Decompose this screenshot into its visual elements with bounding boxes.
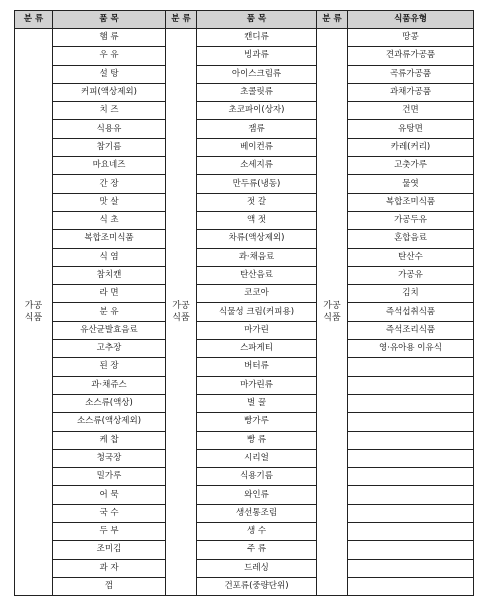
item-cell: 탄산수 (348, 248, 474, 266)
table-row (15, 504, 474, 522)
item-cell: 즉석섭취식품 (348, 303, 474, 321)
table-row (15, 559, 474, 577)
item-cell: 어 묵 (53, 486, 166, 504)
item-cell: 과·채음료 (197, 248, 317, 266)
item-cell: 영·유아용 이유식 (348, 340, 474, 358)
item-cell: 라 면 (53, 285, 166, 303)
table-row (15, 83, 474, 101)
item-cell: 껌 (53, 577, 166, 595)
item-cell: 커피(액상제외) (53, 83, 166, 101)
item-cell: 마가린류 (197, 376, 317, 394)
item-cell: 조미김 (53, 541, 166, 559)
item-cell: 드레싱 (197, 559, 317, 577)
item-cell: 코코아 (197, 285, 317, 303)
item-cell: 주 류 (197, 541, 317, 559)
table-row (15, 102, 474, 120)
table-row (15, 413, 474, 431)
item-cell (348, 486, 474, 504)
table-row (15, 230, 474, 248)
item-cell: 김치 (348, 285, 474, 303)
item-cell: 빵 류 (197, 431, 317, 449)
table-row (15, 468, 474, 486)
item-cell: 소스류(액상제외) (53, 413, 166, 431)
header-row (15, 11, 474, 29)
item-cell: 국 수 (53, 504, 166, 522)
header-category-3: 분 류 (317, 11, 348, 29)
item-cell: 청국장 (53, 449, 166, 467)
item-cell: 카레(커리) (348, 138, 474, 156)
item-cell: 과 자 (53, 559, 166, 577)
item-cell: 소세지류 (197, 157, 317, 175)
item-cell (348, 468, 474, 486)
item-cell: 복합조미식품 (348, 193, 474, 211)
item-cell: 캔디류 (197, 29, 317, 47)
table-row (15, 303, 474, 321)
item-cell: 우 유 (53, 47, 166, 65)
table-row (15, 248, 474, 266)
table-row (15, 376, 474, 394)
table-row (15, 175, 474, 193)
item-cell: 과·채쥬스 (53, 376, 166, 394)
item-cell: 견과류가공품 (348, 47, 474, 65)
header-food-type: 식품유형 (348, 11, 474, 29)
item-cell: 건포류(중량단위) (197, 577, 317, 595)
table-row (15, 523, 474, 541)
item-cell: 빙과류 (197, 47, 317, 65)
item-cell (348, 523, 474, 541)
table-row (15, 358, 474, 376)
item-cell: 액 젓 (197, 211, 317, 229)
item-cell: 건면 (348, 102, 474, 120)
item-cell: 치 즈 (53, 102, 166, 120)
item-cell: 스파게티 (197, 340, 317, 358)
item-cell: 유탕면 (348, 120, 474, 138)
item-cell: 만두류(냉동) (197, 175, 317, 193)
item-cell: 생 수 (197, 523, 317, 541)
table-row (15, 340, 474, 358)
item-cell: 곡류가공품 (348, 65, 474, 83)
item-cell: 밀가루 (53, 468, 166, 486)
item-cell: 차류(액상제외) (197, 230, 317, 248)
table-row (15, 449, 474, 467)
item-cell: 가공두유 (348, 211, 474, 229)
table-row (15, 321, 474, 339)
table-row (15, 120, 474, 138)
item-cell: 된 장 (53, 358, 166, 376)
table-row (15, 486, 474, 504)
item-cell (348, 394, 474, 412)
table-row (15, 29, 474, 47)
header-category-2: 분 류 (166, 11, 197, 29)
header-category-1: 분 류 (15, 11, 53, 29)
table-row (15, 266, 474, 284)
table-row (15, 285, 474, 303)
table-row (15, 541, 474, 559)
item-cell: 유산균발효음료 (53, 321, 166, 339)
header-item-1: 품 목 (53, 11, 166, 29)
table-row (15, 431, 474, 449)
item-cell: 땅콩 (348, 29, 474, 47)
item-cell: 아이스크림류 (197, 65, 317, 83)
item-cell: 와인류 (197, 486, 317, 504)
table-row (15, 138, 474, 156)
table-row (15, 65, 474, 83)
table-body (15, 29, 474, 596)
item-cell: 식물성 크림(커피용) (197, 303, 317, 321)
item-cell: 혼합음료 (348, 230, 474, 248)
item-cell: 물엿 (348, 175, 474, 193)
item-cell: 생선통조림 (197, 504, 317, 522)
item-cell: 고추장 (53, 340, 166, 358)
item-cell: 초콜릿류 (197, 83, 317, 101)
item-cell: 벌 꿀 (197, 394, 317, 412)
item-cell (348, 413, 474, 431)
item-cell: 식 초 (53, 211, 166, 229)
category-cell-3: 가공 식품 (317, 29, 348, 596)
item-cell: 두 부 (53, 523, 166, 541)
item-cell: 분 유 (53, 303, 166, 321)
item-cell (348, 376, 474, 394)
item-cell: 간 장 (53, 175, 166, 193)
category-cell-1: 가공 식품 (15, 29, 53, 596)
item-cell: 마요네즈 (53, 157, 166, 175)
item-cell: 맛 살 (53, 193, 166, 211)
table-row (15, 577, 474, 595)
item-cell: 소스류(액상) (53, 394, 166, 412)
item-cell (348, 577, 474, 595)
item-cell: 식용기름 (197, 468, 317, 486)
item-cell: 잼류 (197, 120, 317, 138)
item-cell: 고춧가루 (348, 157, 474, 175)
item-cell: 버터류 (197, 358, 317, 376)
item-cell: 케 찹 (53, 431, 166, 449)
item-cell: 참기름 (53, 138, 166, 156)
table-row (15, 394, 474, 412)
item-cell: 초코파이(상자) (197, 102, 317, 120)
table-row (15, 157, 474, 175)
item-cell (348, 431, 474, 449)
item-cell: 시리얼 (197, 449, 317, 467)
food-category-table (14, 10, 474, 596)
item-cell (348, 358, 474, 376)
item-cell: 복합조미식품 (53, 230, 166, 248)
item-cell: 마가린 (197, 321, 317, 339)
item-cell (348, 541, 474, 559)
item-cell (348, 504, 474, 522)
item-cell: 베이컨류 (197, 138, 317, 156)
table-row (15, 193, 474, 211)
header-item-2: 품 목 (197, 11, 317, 29)
item-cell: 즉석조리식품 (348, 321, 474, 339)
table-row (15, 211, 474, 229)
item-cell: 햄 류 (53, 29, 166, 47)
item-cell: 탄산음료 (197, 266, 317, 284)
item-cell: 식용유 (53, 120, 166, 138)
table-row (15, 47, 474, 65)
item-cell: 가공유 (348, 266, 474, 284)
item-cell: 젓 갈 (197, 193, 317, 211)
category-cell-2: 가공 식품 (166, 29, 197, 596)
item-cell (348, 559, 474, 577)
item-cell: 빵가루 (197, 413, 317, 431)
item-cell (348, 449, 474, 467)
item-cell: 참치캔 (53, 266, 166, 284)
item-cell: 과채가공품 (348, 83, 474, 101)
item-cell: 식 염 (53, 248, 166, 266)
item-cell: 설 탕 (53, 65, 166, 83)
